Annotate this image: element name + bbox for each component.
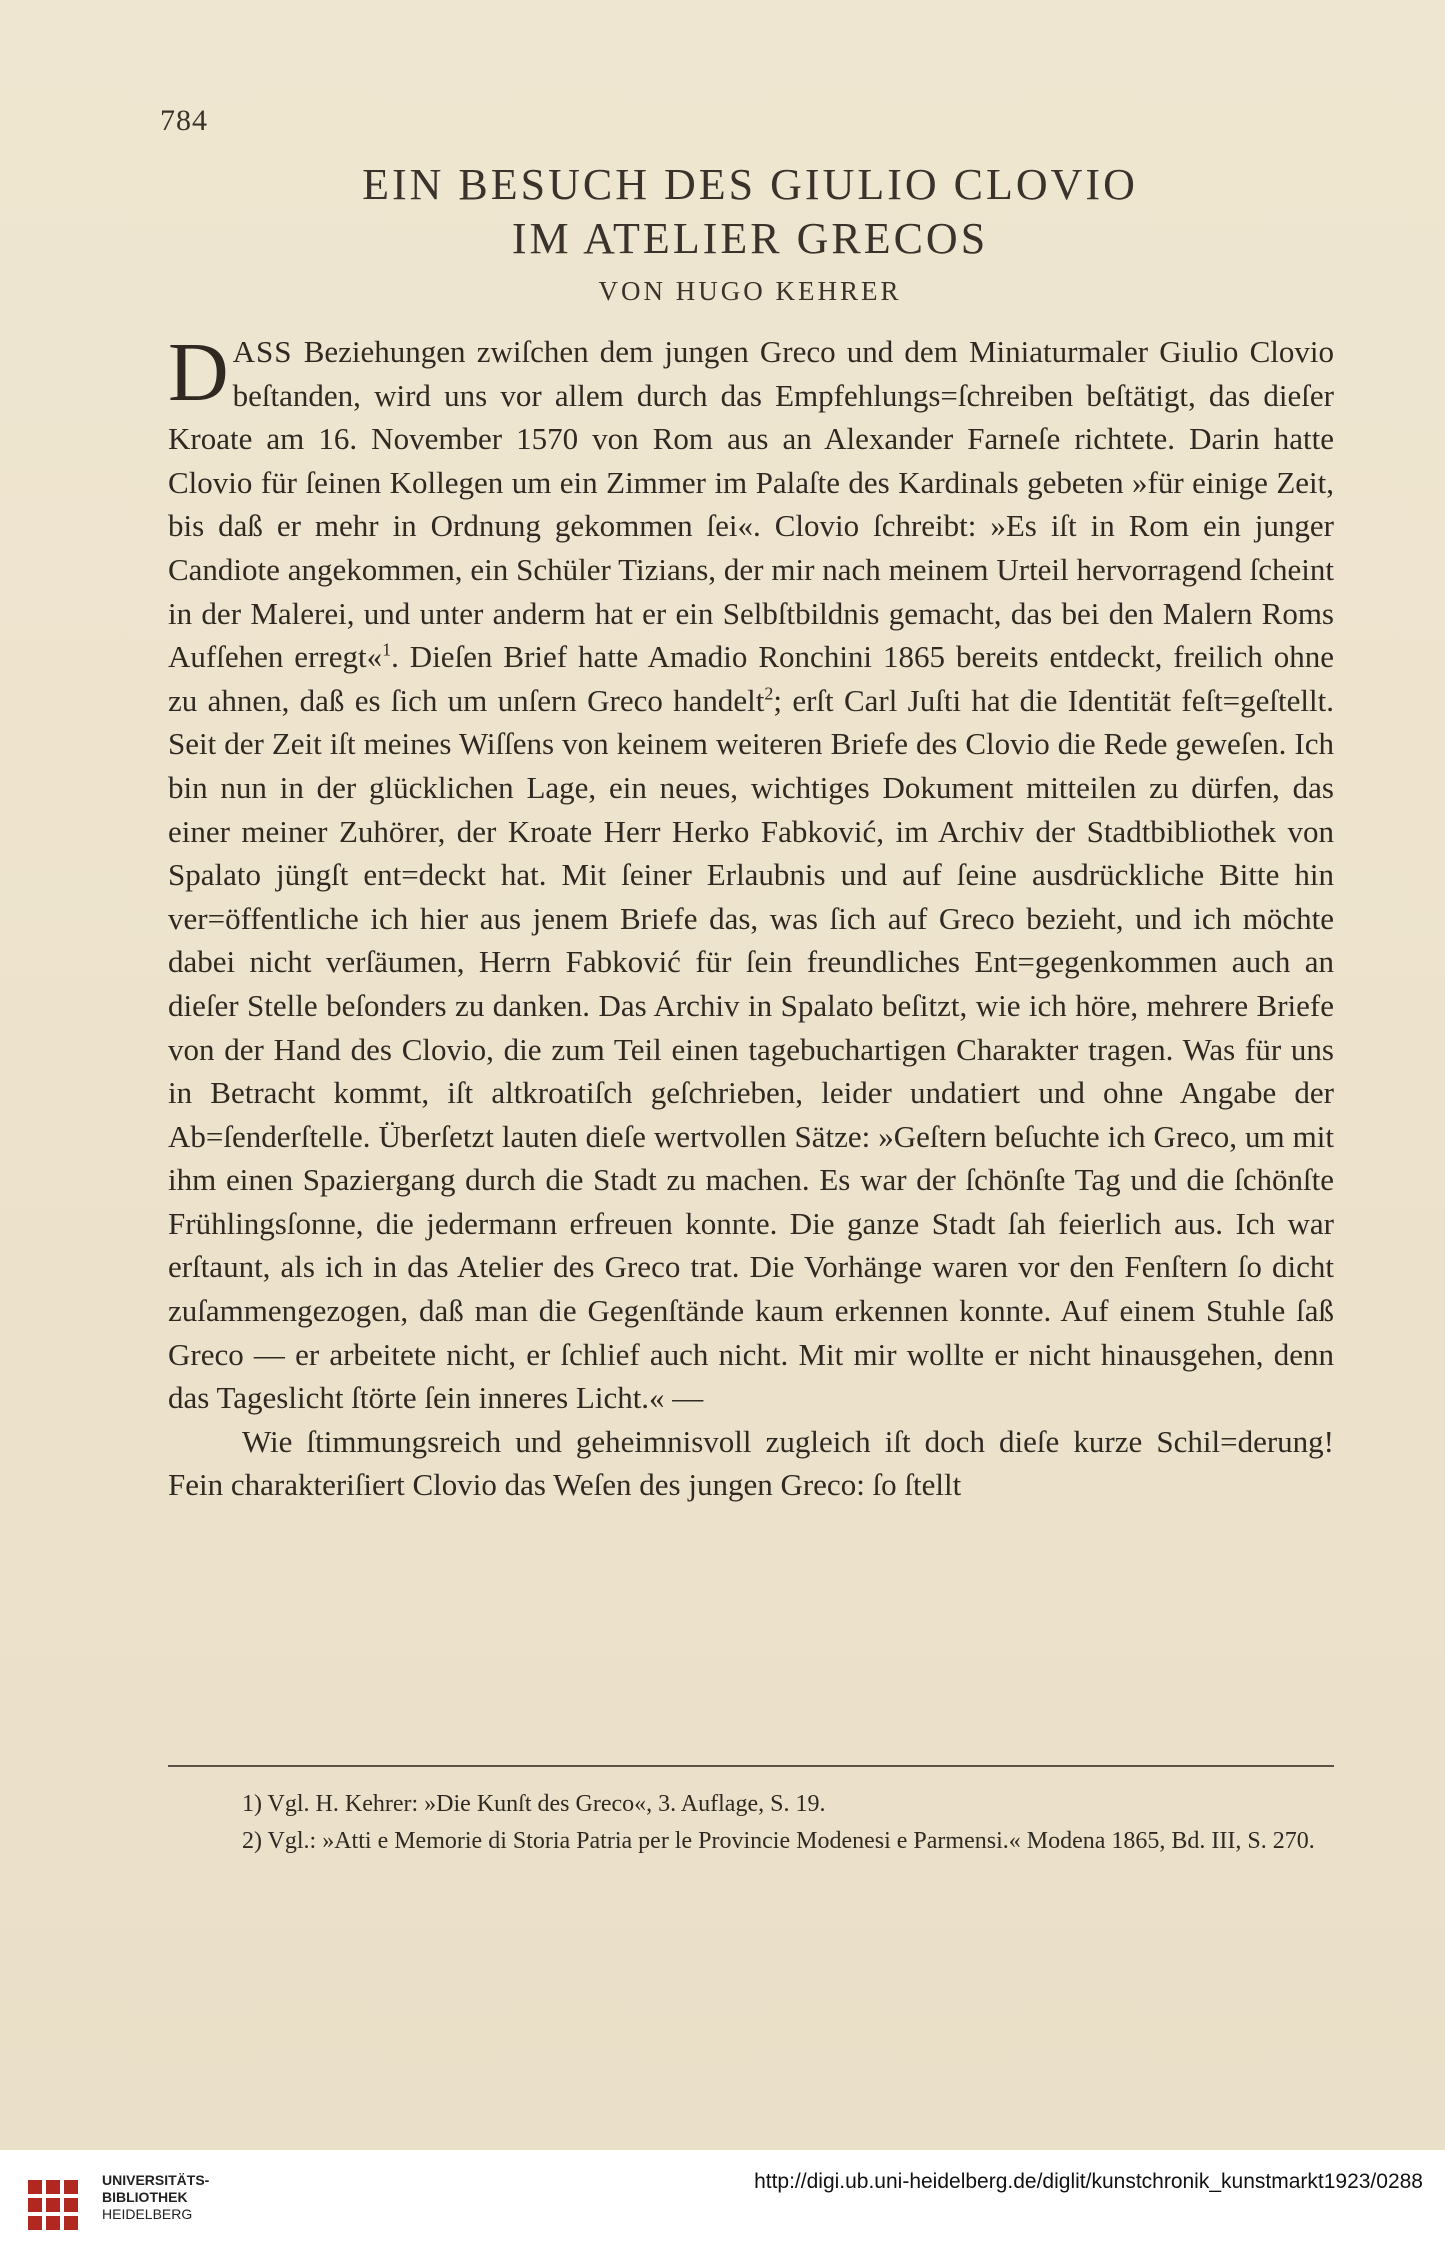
article-header: [170, 158, 1330, 310]
heidelberg-library-logo-icon: [22, 2172, 92, 2242]
paragraph-1-part-c: ; erſt Carl Juſti hat die Identität feſt=geſtellt. Seit der Zeit iſt meines Wiſſens von keinem weiteren Briefe des Clovio die Rede geweſen. Ich bin nun in der glücklichen Lage, ein neues, wichtiges Dokument mitteilen zu dürfen, das einer meiner Zuhörer, der Kroate Herr Herko Fabković, im Archiv der Stadtbibliothek von Spalato jüngſt ent=deckt hat. Mit ſeiner Erlaubnis und auf ſeine ausdrückliche Bitte hin ver=öffentliche ich hier aus jenem Briefe das, was ſich auf Greco bezieht, und ich möchte dabei nicht verſäumen, Herrn Fabković für ſein freundliches Ent=gegenkommen auch an dieſer Stelle beſonders zu danken. Das Archiv in Spalato beſitzt, wie ich höre, mehrere Briefe von der Hand des Clovio, die zum Teil einen tagebuchartigen Charakter tragen. Was für uns in Betracht kommt, iſt altkroatiſch geſchrieben, leider undatiert und ohne Angabe der Ab=ſenderſtelle. Überſetzt lauten dieſe wertvollen Sätze: »Geſtern beſuchte ich Greco, um mit ihm einen Spaziergang durch die Stadt zu machen. Es war der ſchönſte Tag und die ſchönſte Frühlingsſonne, die jedermann erfreuen konnte. Die ganze Stadt ſah feierlich aus. Ich war erſtaunt, als ich in das Atelier des Greco trat. Die Vorhänge waren vor den Fenſtern ſo dicht zuſammengezogen, daß man die Gegenſtände kaum erkennen konnte. Auf einem Stuhle ſaß Greco — er arbeitete nicht, er ſchlief auch nicht. Mit mir wollte er nicht hinausgehen, denn das Tageslicht ſtörte ſein inneres Licht.« —: [168, 682, 1334, 1416]
paragraph-1-part-a: Beziehungen zwiſchen dem jungen Greco und dem Miniaturmaler Giulio Clovio beſtanden, wird uns vor allem durch das Empfehlungs=ſchreiben beſtätigt, das dieſer Kroate am 16. November 1570 von Rom aus an Alexander Farneſe richtete. Darin hatte Clovio für ſeinen Kollegen um ein Zimmer im Palaſte des Kardinals gebeten »für einige Zeit, bis daß er mehr in Ordnung gekommen ſei«. Clovio ſchreibt: »Es iſt in Rom ein junger Candiote angekommen, ein Schüler Tizians, der mir nach meinem Urteil hervorragend ſcheint in der Malerei, und unter anderm hat er ein Selbſtbildnis gemacht, das bei den Malern Roms Aufſehen erregt«: [168, 334, 1334, 675]
library-name-line2: BIBLIOTHEK: [102, 2189, 188, 2205]
drop-cap: D: [168, 326, 229, 419]
lead-word: ASS: [232, 334, 293, 369]
article-body: [168, 326, 1335, 1507]
footnote-divider: [168, 1765, 1334, 1767]
library-name-line1: UNIVERSITÄTS-: [102, 2172, 210, 2188]
article-byline: VON HUGO KEHRER: [598, 276, 902, 306]
paragraph-1: [168, 326, 1335, 1420]
article-title-line2: IM ATELIER GRECOS: [511, 214, 989, 263]
article-title-line1: EIN BESUCH DES GIULIO CLOVIO: [362, 160, 1138, 209]
library-name-line3: HEIDELBERG: [102, 2206, 193, 2222]
footnote-2: 2) Vgl.: »Atti e Memorie di Storia Patria per le Provincie Modenesi e Parmensi.« Modena 1865, Bd. III, S. 270.: [242, 1828, 1315, 1854]
page-number: 784: [160, 104, 208, 137]
library-name: [102, 2172, 209, 2223]
viewer-footer: [0, 2150, 1445, 2266]
footnote-marker-1: 1: [382, 639, 392, 660]
paragraph-1-part-b: . Dieſen Brief hatte Amadio Ronchini 1865 bereits entdeckt, freilich ohne zu ahnen, daß es ſich um unſern Greco handelt: [168, 639, 1335, 718]
footnote-1: 1) Vgl. H. Kehrer: »Die Kunſt des Greco«, 3. Auflage, S. 19.: [242, 1791, 826, 1817]
paragraph-2: Wie ſtimmungsreich und geheimnisvoll zugleich iſt doch dieſe kurze Schil=derung! Fein charakteriſiert Clovio das Weſen des jungen Greco: ſo ſtellt: [168, 1423, 1334, 1503]
footnotes: [168, 1786, 1334, 1860]
source-url-link[interactable]: http://digi.ub.uni-heidelberg.de/diglit/kunstchronik_kunstmarkt1923/0288: [754, 2170, 1423, 2193]
footnote-marker-2: 2: [764, 683, 774, 704]
